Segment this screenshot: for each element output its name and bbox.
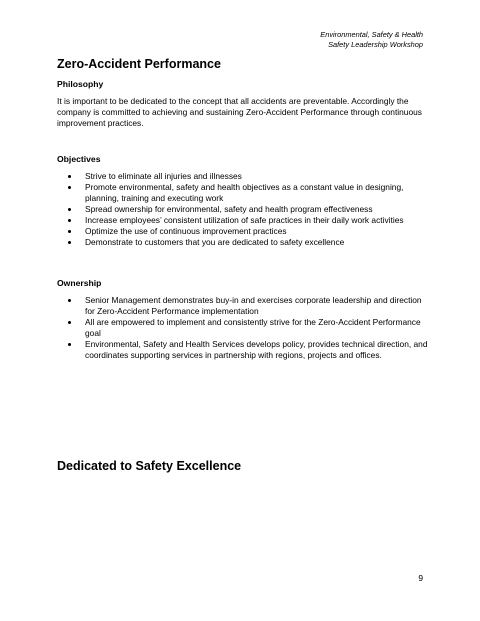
list-item: Demonstrate to customers that you are dedicated to safety excellence xyxy=(57,237,429,248)
ownership-list xyxy=(57,295,429,361)
objectives-list xyxy=(57,171,429,248)
list-item: Spread ownership for environmental, safety and health program effectiveness xyxy=(57,204,429,215)
list-item: Increase employees’ consistent utilization of safe practices in their daily work activities xyxy=(57,215,429,226)
philosophy-text: It is important to be dedicated to the concept that all accidents are preventable. Accordingly the company is committed to achieving and sustaining Zero-Accident Performance through continuous improvement practices. xyxy=(57,96,422,128)
list-item: Strive to eliminate all injuries and illnesses xyxy=(57,171,429,182)
ownership-heading: Ownership xyxy=(57,278,102,288)
header-line-2: Safety Leadership Workshop xyxy=(328,40,423,49)
page-title: Zero-Accident Performance xyxy=(57,57,221,71)
list-item: Senior Management demonstrates buy-in and exercises corporate leadership and direction for Zero-Accident Performance implementation xyxy=(57,295,429,317)
page-header xyxy=(320,30,423,50)
objectives-heading: Objectives xyxy=(57,154,101,164)
list-item: All are empowered to implement and consistently strive for the Zero-Accident Performance goal xyxy=(57,317,429,339)
list-item: Promote environmental, safety and health objectives as a constant value in designing, planning, training and executing work xyxy=(57,182,429,204)
list-item: Optimize the use of continuous improvement practices xyxy=(57,226,429,237)
philosophy-heading: Philosophy xyxy=(57,79,104,89)
header-line-1: Environmental, Safety & Health xyxy=(320,30,423,39)
list-item: Environmental, Safety and Health Services develops policy, provides technical direction, and coordinates supporting services in partnership with regions, projects and offices. xyxy=(57,339,429,361)
section-title-safety-excellence: Dedicated to Safety Excellence xyxy=(57,459,242,473)
page-number: 9 xyxy=(418,573,423,583)
